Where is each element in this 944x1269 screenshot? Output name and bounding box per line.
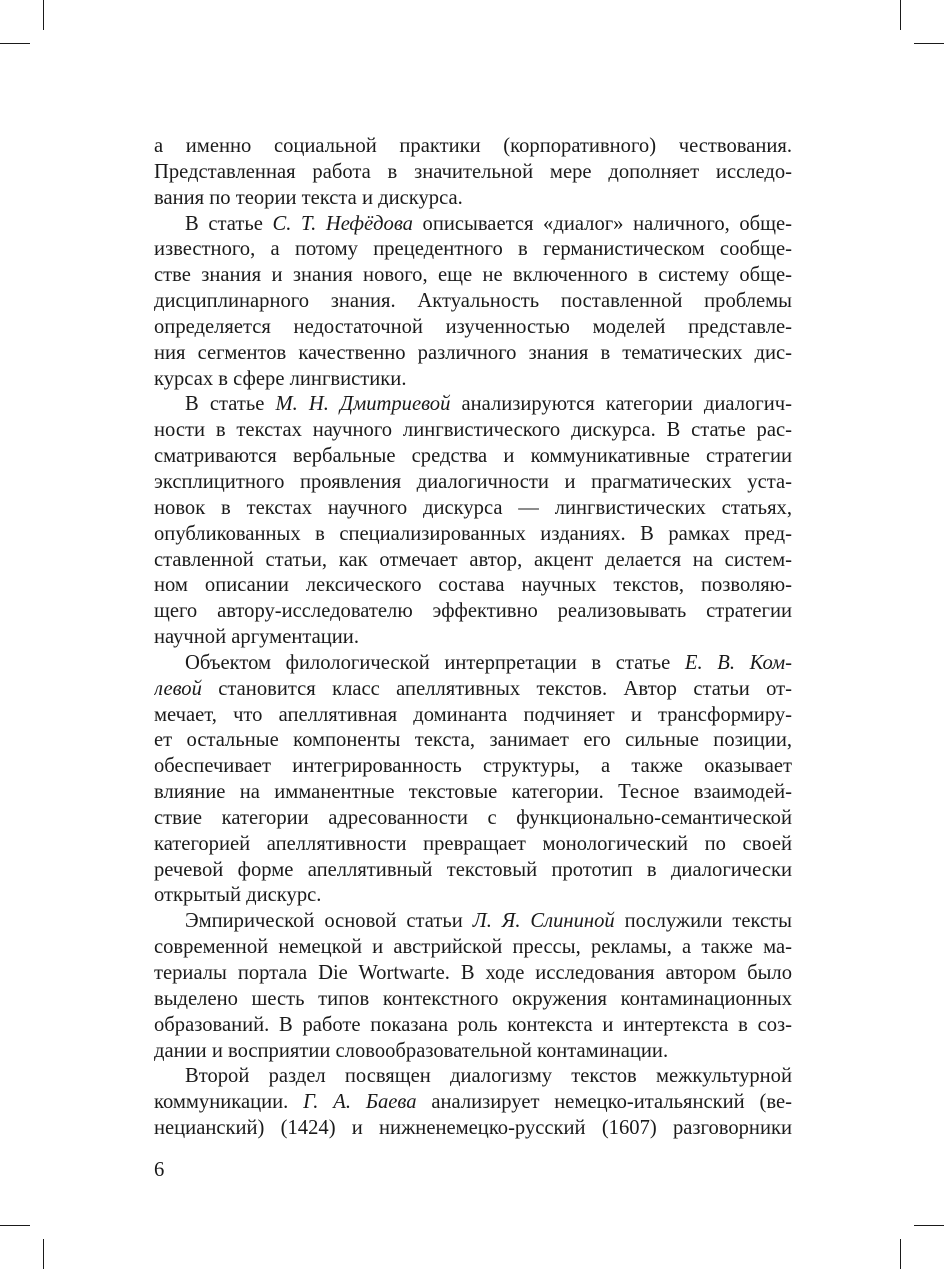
text-segment: описывается «диалог» наличного, обще-	[412, 212, 792, 235]
crop-mark-bottom-left-v	[43, 1239, 44, 1269]
page-number: 6	[154, 1159, 165, 1181]
text-line	[154, 367, 792, 393]
text-segment: мечает, что апеллятивная доминанта подчиняет и трансформиру-	[154, 703, 792, 726]
text-segment: курсах в сфере лингвистики.	[154, 367, 407, 390]
text-line	[154, 134, 792, 160]
text-segment: сматриваются вербальные средства и коммуникативные стратегии	[154, 445, 792, 468]
text-line	[154, 754, 792, 780]
paragraph	[154, 909, 792, 1064]
text-line	[154, 651, 792, 677]
author-name: Г. А. Баева	[303, 1091, 417, 1114]
text-line	[154, 470, 792, 496]
text-segment: открытый дискурс.	[154, 884, 322, 907]
text-line	[154, 444, 792, 470]
text-line	[154, 987, 792, 1013]
text-segment: анализируются категории диалогич-	[450, 393, 792, 416]
text-segment: современной немецкой и австрийской прессы, рекламы, а также ма-	[154, 936, 792, 959]
text-line	[154, 961, 792, 987]
text-line	[154, 289, 792, 315]
text-segment: териалы портала Die Wortwarte. В ходе исследования автором было	[154, 962, 792, 984]
text-segment: ставленной статьи, как отмечает автор, акцент делается на систем-	[154, 548, 792, 571]
text-segment: опубликованных в специализированных изданиях. В рамках пред-	[154, 522, 792, 545]
text-segment: Второй раздел посвящен диалогизму текстов межкультурной	[185, 1065, 792, 1088]
text-segment: становится класс апеллятивных текстов. Автор статьи от-	[201, 677, 792, 700]
text-segment: а именно социальной практики (корпоративного) чествования.	[154, 135, 792, 157]
text-segment: вания по теории текста и дискурса.	[154, 186, 463, 209]
text-segment: выделено шесть типов контекстного окружения контаминационных	[154, 987, 792, 1010]
text-line	[154, 625, 792, 651]
text-segment: ном описании лексического состава научных текстов, позволяю-	[154, 574, 792, 597]
text-segment: известного, а потому прецедентного в германистическом сообще-	[154, 238, 792, 261]
crop-mark-top-right-v	[900, 0, 901, 30]
crop-mark-bottom-left-h	[0, 1225, 30, 1226]
crop-mark-top-left-h	[0, 43, 30, 44]
author-name: М. Н. Дмитриевой	[275, 393, 451, 416]
text-segment: стве знания и знания нового, еще не включенного в систему обще-	[154, 264, 792, 287]
author-name: С. Т. Нефёдова	[272, 212, 413, 235]
text-line	[154, 522, 792, 548]
text-segment: Объектом филологической интерпретации в статье	[185, 651, 685, 674]
crop-mark-bottom-right-h	[914, 1225, 944, 1226]
text-segment: ствие категории адресованности с функционально-семантической	[154, 806, 792, 829]
text-segment: образований. В работе показана роль контекста и интертекста в соз-	[154, 1013, 792, 1036]
text-segment: ния сегментов качественно различного знания в тематических дис-	[154, 341, 792, 364]
text-segment: ет остальные компоненты текста, занимает его сильные позиции,	[154, 729, 792, 752]
text-line	[154, 1064, 792, 1090]
text-line	[154, 573, 792, 599]
text-line	[154, 1116, 792, 1142]
crop-mark-top-right-h	[914, 43, 944, 44]
paragraph	[154, 651, 792, 909]
text-segment: определяется недостаточной изученностью моделей представле-	[154, 315, 792, 338]
text-segment: эксплицитного проявления диалогичности и прагматических уста-	[154, 470, 792, 493]
text-line	[154, 186, 792, 212]
text-segment: дании и восприятии словообразовательной контаминации.	[154, 1039, 669, 1062]
text-line	[154, 806, 792, 832]
text-segment: влияние на имманентные текстовые категории. Тесное взаимодей-	[154, 781, 792, 804]
text-line	[154, 212, 792, 238]
paragraph	[154, 1064, 792, 1142]
text-line	[154, 548, 792, 574]
text-segment: обеспечивает интегрированность структуры, а также оказывает	[154, 755, 792, 778]
text-segment: анализирует немецко-итальянский (ве-	[416, 1091, 792, 1114]
text-line	[154, 780, 792, 806]
text-segment: категорией апеллятивности превращает монологический по своей	[154, 832, 792, 855]
text-segment: Эмпирической основой статьи	[185, 910, 473, 933]
text-line	[154, 1039, 792, 1065]
text-line	[154, 832, 792, 858]
text-segment: нецианский) (1424) и нижненемецко-русский (1607) разговорники	[154, 1117, 792, 1140]
text-line	[154, 160, 792, 186]
crop-mark-bottom-right-v	[900, 1239, 901, 1269]
text-segment: научной аргументации.	[154, 626, 359, 649]
text-line	[154, 341, 792, 367]
text-segment: послужили тексты	[614, 910, 792, 933]
text-line	[154, 883, 792, 909]
text-line	[154, 1013, 792, 1039]
text-line	[154, 677, 792, 703]
text-line	[154, 392, 792, 418]
text-line	[154, 858, 792, 884]
body-text	[154, 134, 792, 1142]
text-segment: новок в текстах научного дискурса — лингвистических статьях,	[154, 496, 792, 519]
text-segment: ности в текстах научного лингвистического дискурса. В статье рас-	[154, 419, 792, 442]
author-name: Е. В. Ком-	[684, 651, 792, 674]
text-segment: В статье	[185, 212, 273, 235]
text-line	[154, 909, 792, 935]
text-segment: дисциплинарного знания. Актуальность поставленной проблемы	[154, 290, 792, 313]
author-name: Л. Я. Слининой	[472, 910, 615, 933]
text-segment: речевой форме апеллятивный текстовый прототип в диалогически	[154, 858, 792, 881]
text-line	[154, 599, 792, 625]
text-line	[154, 935, 792, 961]
paragraph	[154, 392, 792, 650]
crop-mark-top-left-v	[43, 0, 44, 30]
text-segment: коммуникации.	[154, 1091, 304, 1114]
text-line	[154, 703, 792, 729]
text-line	[154, 263, 792, 289]
author-name: левой	[154, 677, 202, 700]
paragraph	[154, 212, 792, 393]
text-line	[154, 1090, 792, 1116]
text-line	[154, 418, 792, 444]
paragraph	[154, 134, 792, 212]
text-line	[154, 315, 792, 341]
text-line	[154, 496, 792, 522]
text-line	[154, 237, 792, 263]
text-line	[154, 728, 792, 754]
text-segment: Представленная работа в значительной мере дополняет исследо-	[154, 160, 792, 183]
text-segment: В статье	[185, 393, 276, 416]
text-segment: щего автору-исследователю эффективно реализовывать стратегии	[154, 600, 792, 623]
